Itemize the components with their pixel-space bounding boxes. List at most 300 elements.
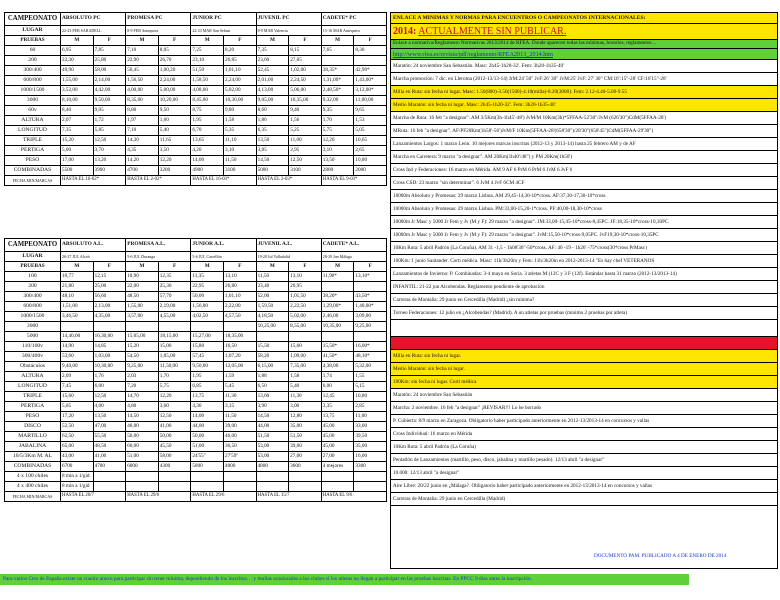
table-row [5, 302, 387, 312]
table-cell: 3,00 [289, 402, 322, 412]
table-cell: 22,30 [61, 56, 94, 66]
table-cell: 1,01,10 [223, 66, 256, 76]
event-note-row: 10.000: 12/13 abril "a designar" [391, 467, 777, 480]
table-cell: 3300 [354, 462, 387, 472]
table-cell: 18,35,00 [223, 332, 256, 342]
table-cell: 14,00 [191, 412, 224, 422]
table-row [5, 116, 387, 126]
table-cell: 3,46,50 [61, 312, 94, 322]
table-cell [61, 322, 94, 332]
table-cell: 11,00,00 [354, 96, 387, 106]
table-cell: 1,43,00* [354, 76, 387, 86]
event-note-row: Carreras de Montaña: 29 junio en Cercedilla (Madrid) [391, 493, 777, 506]
event-note-row: Cross Ind y Federaciones: 16 marzo en Mérida. AM 9 AF 6 PrM 6 PrM 6 JvM 6 JvF 6 [391, 164, 777, 177]
table1-gender-row [5, 36, 387, 46]
gender-cell: M [321, 36, 354, 46]
table-row [5, 66, 387, 76]
table-cell: 44,00 [191, 422, 224, 432]
table-cell: 5,40 [158, 126, 191, 136]
table-cell: 1,01,50 [289, 292, 322, 302]
table-cell [256, 482, 289, 492]
table-cell: 6,35 [256, 126, 289, 136]
table-cell: 11,50 [256, 272, 289, 282]
table-cell: 7,85 [93, 46, 126, 56]
venue-3: 22-23 MAR San Sebast [191, 26, 256, 36]
table-cell: 8,05 [158, 46, 191, 56]
row-label: 60 [5, 46, 61, 56]
table-cell: 2,22,00 [223, 302, 256, 312]
table-cell: 4,02,50 [191, 312, 224, 322]
table-cell: 11,30 [223, 392, 256, 402]
table2-header-row [5, 239, 387, 252]
table-cell: 4,13,00 [256, 86, 289, 96]
table-row [5, 86, 387, 96]
table-row [5, 126, 387, 136]
table-cell: 11,00 [354, 412, 387, 422]
table-cell: 1,56,50 [126, 76, 159, 86]
table-row [5, 96, 387, 106]
table-cell [126, 472, 159, 482]
gender-cell: F [289, 262, 322, 272]
deadline-cell: HASTA EL 29/6 [191, 492, 256, 502]
table-cell: 58,00 [93, 66, 126, 76]
table-cell [158, 322, 191, 332]
table-cell: 1,01,10 [223, 292, 256, 302]
table-cell: 3200 [158, 166, 191, 176]
gender-cell: M [256, 262, 289, 272]
table-row [5, 312, 387, 322]
table-cell [126, 482, 159, 492]
table-cell [354, 282, 387, 292]
table-cell: 48,50 [126, 292, 159, 302]
table-cell [321, 282, 354, 292]
table-cell [289, 332, 322, 342]
table-cell: 15,60 [289, 342, 322, 352]
table-cell: 5,02,00 [289, 312, 322, 322]
table-cell: 1,60 [158, 116, 191, 126]
table-cell: 50,00 [191, 292, 224, 302]
table-cell: 1,95 [191, 116, 224, 126]
row-label: 200 [5, 56, 61, 66]
table-cell: 1,70 [158, 372, 191, 382]
table-cell: 5,40 [289, 382, 322, 392]
row-label: COMBINADAS [5, 166, 61, 176]
table-cell [321, 482, 354, 492]
table-cell: 13,50 [256, 136, 289, 146]
table-cell: 2,03 [126, 372, 159, 382]
table-cell [354, 56, 387, 66]
table-cell: 1,55,00 [126, 302, 159, 312]
row-label: 1000/1500 [5, 86, 61, 96]
table-cell: 52,45 [256, 66, 289, 76]
deadline-cell: HASTA EL 9/6 [321, 492, 386, 502]
table-cell: 8 min a 1/gid [61, 472, 94, 482]
table-cell: 12,35 [158, 272, 191, 282]
table-cell: 4300 [158, 462, 191, 472]
table-cell: 27'59" [223, 452, 256, 462]
panel-subtitle [391, 24, 777, 40]
table-cell: 46,00 [126, 422, 159, 432]
table-cell: 4,20 [191, 146, 224, 156]
table-cell: 3100 [289, 166, 322, 176]
table-row [5, 472, 387, 482]
deadline-cell: HASTA EL 2-03* [256, 176, 321, 186]
table-cell: 7,10 [126, 46, 159, 56]
table-cell: 8,75 [191, 106, 224, 116]
table-cell: 1,05,00 [158, 352, 191, 362]
table-row [5, 282, 387, 292]
table-cell: 16,00 [354, 452, 387, 462]
gender-cell: M [321, 262, 354, 272]
table-row [5, 392, 387, 402]
event-note-row: Marcha de Ruta: 16 feb "a designar". AM 3/5Km(3h-1h45'-48') JvM/M 10Km(3h)*5FFAA-52'30"/JvM (626'30")CdM(5FFAA-28') [391, 112, 777, 125]
table-cell: 14,50 [256, 412, 289, 422]
table-cell: 1,02,00 [289, 66, 322, 76]
table-cell: 1,51,00 [61, 302, 94, 312]
table-cell: 8,40 [61, 106, 94, 116]
table-cell: 9,05,00 [256, 96, 289, 106]
table-row [5, 342, 387, 352]
table-cell: 6000 [126, 462, 159, 472]
table1-venue-row [5, 26, 387, 36]
table-cell: 5,06,00 [289, 86, 322, 96]
event-note-row: Milla en Ruta: sin fecha ni lugar. [391, 350, 777, 363]
venue-5: 28-29 Jun Málaga [321, 252, 386, 262]
gender-cell: M [61, 262, 94, 272]
table-row [5, 422, 387, 432]
table-cell: 12,50 [93, 392, 126, 402]
table-cell: 58,00 [158, 452, 191, 462]
table-cell: 39,50 [354, 432, 387, 442]
table-cell: 10,20,00 [158, 96, 191, 106]
championship-4: JUVENIL PC [256, 13, 321, 26]
table-cell: 10,35,00 [289, 96, 322, 106]
row-label: COMBINADAS [5, 462, 61, 472]
table-cell: 56,60 [93, 292, 126, 302]
table-cell: 14,50 [256, 156, 289, 166]
gender-cell: F [354, 262, 387, 272]
table-cell: 51,50 [191, 66, 224, 76]
table-cell: 21,80 [61, 282, 94, 292]
table-cell: 2,95 [289, 146, 322, 156]
gender-cell: F [354, 36, 387, 46]
table-cell: 6,50 [256, 382, 289, 392]
championship-2: PROMESA A.L. [126, 239, 191, 252]
table-cell: 5,85 [93, 126, 126, 136]
row-label: 300/400 [5, 292, 61, 302]
gender-cell: F [223, 36, 256, 46]
row-label: 600/800 [5, 76, 61, 86]
gender-cell: M [126, 36, 159, 46]
deadline-cell: HASTA EL 16-02* [61, 176, 126, 186]
table-cell: 55,50 [93, 432, 126, 442]
table-row [5, 362, 387, 372]
footer-note [0, 574, 689, 585]
row-label: 100 [5, 272, 61, 282]
table-cell: 5,35 [223, 126, 256, 136]
table-cell: 51,00 [191, 442, 224, 452]
table-cell: 3,57,00 [126, 312, 159, 322]
row-label: 4 x 100 chiles [5, 472, 61, 482]
table-cell: 5,32,00 [354, 362, 387, 372]
table-cell: 5,02,00 [223, 86, 256, 96]
event-note-row: Maratón: 24 noviembre San Sebastián. Masc: 2h45-1h20-32'. Fem: 3h20-1h35-40' [391, 60, 777, 73]
table2-gender-row [5, 262, 387, 272]
table-cell: 27,00 [321, 452, 354, 462]
table-cell: 4700 [126, 166, 159, 176]
table-cell: 43,50* [354, 292, 387, 302]
table-cell: 2000 [354, 166, 387, 176]
table-row [5, 382, 387, 392]
table-row [5, 46, 387, 56]
table-cell: 27,05 [289, 56, 322, 66]
table-cell: 2,24,00 [158, 76, 191, 86]
gender-cell: F [93, 36, 126, 46]
table-cell: 1,31,00* [321, 76, 354, 86]
table-cell: 15,80 [191, 342, 224, 352]
table-cell [223, 482, 256, 492]
championship-1: ABSOLUTO A.L. [61, 239, 126, 252]
row-label: 60v [5, 106, 61, 116]
championship-1: ABSOLUTO PC [61, 13, 126, 26]
subtitle-text: ACTUALMENTE SIN PUBLICAR. [418, 26, 567, 37]
table-cell: 9,05 [93, 106, 126, 116]
table-cell: 4,00 [93, 402, 126, 412]
table-cell: 2,85 [354, 402, 387, 412]
table-cell: 2,24,00 [223, 76, 256, 86]
table-cell: 33,00 [354, 422, 387, 432]
event-note-row: Pentatlón de Lanzamientos (martillo, peso, disco, jabalina y martillo pesado). 12/13 abril "a designar" [391, 454, 777, 467]
table-cell: 4,57,50 [223, 312, 256, 322]
table-cell: 12,20 [158, 156, 191, 166]
table-cell [191, 482, 224, 492]
table-cell: 8,55,00 [289, 322, 322, 332]
deadline-cell: HASTA EL 29/6 [126, 492, 191, 502]
table-cell: 1,58,50 [191, 76, 224, 86]
table-cell: 47,00 [93, 422, 126, 432]
event-note-row: INFANTIL: 21-22 jun Alcobendas. Reglamento pendiente de aprobación [391, 281, 777, 294]
table-cell [158, 482, 191, 492]
table-cell: 4 mejores [321, 462, 354, 472]
table-cell: 4,08,00 [191, 86, 224, 96]
table-cell [158, 472, 191, 482]
table-cell: 15,20 [126, 342, 159, 352]
table-cell: 10,90 [126, 272, 159, 282]
table-cell: 15,00 [158, 342, 191, 352]
table-cell: 2,24,50 [289, 76, 322, 86]
table-cell: 2,01,00 [256, 76, 289, 86]
table1-header-row [5, 13, 387, 26]
event-note-row: P. Cubierta: 8/9 marzo en Zaragoza. Obligatorio haber participado anteriormente en 2012-13/2013-14 en concursos y vallas [391, 415, 777, 428]
table-cell: 38,20* [321, 292, 354, 302]
table-cell: 4000 [223, 462, 256, 472]
table-cell: 3,60 [158, 402, 191, 412]
table-cell: 7,25 [191, 46, 224, 56]
deadline-cell: HASTA EL 2-02* [126, 176, 191, 186]
table-row [5, 492, 387, 502]
table-cell: 11,50 [223, 156, 256, 166]
table-cell: 26,85 [223, 56, 256, 66]
table-cell: 8,35,00 [126, 96, 159, 106]
table-cell: 5,00,00 [158, 86, 191, 96]
table-cell [256, 332, 289, 342]
table-cell: 11,50 [223, 412, 256, 422]
event-note-row: 10Km Ruta: 5 abril Padrón (La Coruña). AM 31 -1,5 - 1h08'30"-50*cross. AF: 40 -19 - 1h26' -75*cross(30*cross PrMasc) [391, 242, 777, 255]
table-cell [289, 482, 322, 492]
table-cell: 3,10 [321, 146, 354, 156]
table-cell: 27,00 [289, 452, 322, 462]
table-cell: 7,35 [61, 126, 94, 136]
deadline-cell: HASTA EL 15/7 [256, 492, 321, 502]
table-cell: 12,50 [93, 136, 126, 146]
table-row [5, 156, 387, 166]
table-cell: 50,00 [191, 432, 224, 442]
minimas-table-pista-cubierta [4, 12, 387, 186]
table-cell: 2,65 [354, 146, 387, 156]
table-cell: 16,00* [354, 342, 387, 352]
table-cell: 9,32,00 [321, 96, 354, 106]
rfea-link[interactable]: http://www.rfea.es/revista/pdf/reglamento/RFEA2013_2014.htm [393, 51, 553, 58]
table-cell [126, 322, 159, 332]
table-cell: 4,35,00 [93, 312, 126, 322]
publication-date: DOCUMENTO PAM. PUBLICADO A 4 DE ENERO DE 2014 [594, 553, 727, 559]
table-cell: 39,00 [223, 422, 256, 432]
table-cell: 50,45 [126, 66, 159, 76]
table-cell [354, 482, 387, 492]
table-cell: 23,60 [256, 56, 289, 66]
event-note-row: 10000m Absoluto y Promesas: 29 marzo Lisboa. PM:33,00-15,20-1*cross. PF:40,00-18,30-10*cross [391, 203, 777, 216]
table-cell: 4,18,50 [256, 312, 289, 322]
minimas-table-aire-libre [4, 238, 387, 502]
event-note-row: Lanzamientos de Invierno: P. Combinadas: 3-4 mayo en Soria. 3 atletas M (12C y 3 F (12f). Estándar hasta 31 marzo (2012-13/2013-14) [391, 268, 777, 281]
table-cell: 2,09 [61, 372, 94, 382]
row-label: 300/400v [5, 352, 61, 362]
deadline-cell: HASTA EL 16-03* [191, 176, 256, 186]
table-cell: 3,52,00 [61, 86, 94, 96]
table-cell: 43,00 [61, 452, 94, 462]
table-cell: 6,15,00 [256, 362, 289, 372]
table-cell: 48,10 [61, 292, 94, 302]
table-row [5, 332, 387, 342]
event-note-row: MRuta: 16 feb "a designar". AF/PF20Km(1h58'-56')JvM/F 10Km(5FFAA-28'(658'30")/28'30"(658'45")CdM(5FFAA-29'30") [391, 125, 777, 138]
table-cell: 1,03,00 [93, 352, 126, 362]
row-label: TRIPLE [5, 136, 61, 146]
event-note-row: Medio Maratón: sin fecha ni lugar. [391, 363, 777, 376]
table-cell: 10,80 [354, 392, 387, 402]
table-cell: 60,00 [126, 442, 159, 452]
panel-title: ENLACE A MINIMAS Y NORMAS PARA ENCUENTROS O CAMPEONATOS INTERNACIONALES: [391, 13, 777, 24]
event-note-row [391, 324, 777, 337]
row-label: 10/5/3Km M. AL [5, 452, 61, 462]
table-cell: 4,42,00 [93, 86, 126, 96]
gender-cell: F [223, 262, 256, 272]
table-cell: 4,00,00 [126, 86, 159, 96]
right-panel [390, 12, 778, 569]
event-note-row: Lanzamientos Largos: 1 marzo León. 10 mejores marcas inscritas (2012-13 y 2013-14) hasta 25 febrero AM y de AF [391, 138, 777, 151]
table-cell: 1,59,50 [256, 302, 289, 312]
table-cell: 1,70 [321, 116, 354, 126]
venue-4: 8-9 MAR Valencia [256, 26, 321, 36]
table-cell: 7,65 [321, 46, 354, 56]
table-cell: 15,05,00 [126, 332, 159, 342]
table-cell: 1,59 [223, 372, 256, 382]
table2-body [5, 239, 387, 502]
table-cell: 9,50 [158, 106, 191, 116]
table-cell: 12,05,00 [223, 362, 256, 372]
row-label: 4 x 400 chiles [5, 482, 61, 492]
table-cell: 14,40,00 [61, 332, 94, 342]
table-cell: 5,05 [354, 126, 387, 136]
table-cell: 5,75 [158, 382, 191, 392]
table-cell: 2,14,00 [93, 76, 126, 86]
table-cell: 57,70 [158, 292, 191, 302]
table-cell: 41,00 [93, 452, 126, 462]
table-cell: 13,20 [93, 156, 126, 166]
table-row [5, 272, 387, 282]
table-row [5, 482, 387, 492]
table-cell: 57,45 [191, 352, 224, 362]
row-label: 5000 [5, 332, 61, 342]
championship-3: JUNIOR A.L. [191, 239, 256, 252]
table-row [5, 402, 387, 412]
footer-text: Para varios Ctos de España existe un cuadro anexo para participar sin tener mínima, dependiendo de los inscritos… y mullas ocasionales a los clubes si los atletas no llegan a participar en las pruebas inscritas. En PPCC 9 días antes la inscripción. [3, 576, 533, 582]
table-cell: 13,50 [321, 156, 354, 166]
table-cell: 9,40 [289, 106, 322, 116]
table-cell: 45,00 [321, 422, 354, 432]
table-cell: 2,22,50 [289, 302, 322, 312]
table-cell: 5,25 [289, 126, 322, 136]
events-label: PRUEBAS [5, 262, 61, 272]
table-cell: 16,50 [223, 342, 256, 352]
table-cell [93, 472, 126, 482]
table-cell [223, 322, 256, 332]
table-cell: 5,05 [61, 402, 94, 412]
deadline-cell: HASTA EL 20/7 [61, 492, 126, 502]
event-note-row: Torneo Federaciones: 12 julio en ¿Alcobendas? (Madrid). A un atletas por pruebas (mínimo 2 pruebas por atleta) [391, 307, 777, 320]
event-note-row: Marcha: 2 noviembre. 16 feb "a designar" ¡REVISAR!!! Lo he borrado [391, 402, 777, 415]
table-cell [191, 472, 224, 482]
row-label: 3000 [5, 322, 61, 332]
row-label: 110/100v [5, 342, 61, 352]
table-cell: 24'55" [191, 452, 224, 462]
venue-1: 26-27 JUL Alcob [61, 252, 126, 262]
gender-cell: F [158, 36, 191, 46]
table-cell: 22,95 [191, 282, 224, 292]
event-note-row: Marcha en Carretera: 9 marzo "a designar". AM 20Km(1h40'/48") y PM 20Km(1h50') [391, 151, 777, 164]
table-cell: 3900 [93, 166, 126, 176]
row-label: FECHA MIN/MARCAS [5, 176, 61, 186]
table-cell: 52,00 [256, 292, 289, 302]
table-cell: 9,50,00 [93, 96, 126, 106]
table-cell: 13,10* [354, 272, 387, 282]
table-cell: 2,07 [61, 116, 94, 126]
table-cell: 4,30 [191, 402, 224, 412]
table-cell: 9,65 [354, 106, 387, 116]
gender-cell: F [158, 262, 191, 272]
table-cell: 9,50,00 [191, 362, 224, 372]
table-row [5, 106, 387, 116]
table-cell: 5000 [256, 166, 289, 176]
table-row [5, 372, 387, 382]
rfea-link-row [391, 49, 777, 60]
table-cell: 54,50 [126, 352, 159, 362]
event-note-row: Cross Individual: 16 marzo en Mérida [391, 428, 777, 441]
gender-cell: M [256, 36, 289, 46]
event-note-row: 10000m Absoluto y Promesas: 29 marzo Lisboa. AM 29,45-14,30-10*cross. AF:37,30-17,30-10*cross [391, 190, 777, 203]
table-cell: 8 min a 1/gid [61, 482, 94, 492]
table-cell: 1,74 [321, 372, 354, 382]
table-cell: 3,50 [158, 146, 191, 156]
